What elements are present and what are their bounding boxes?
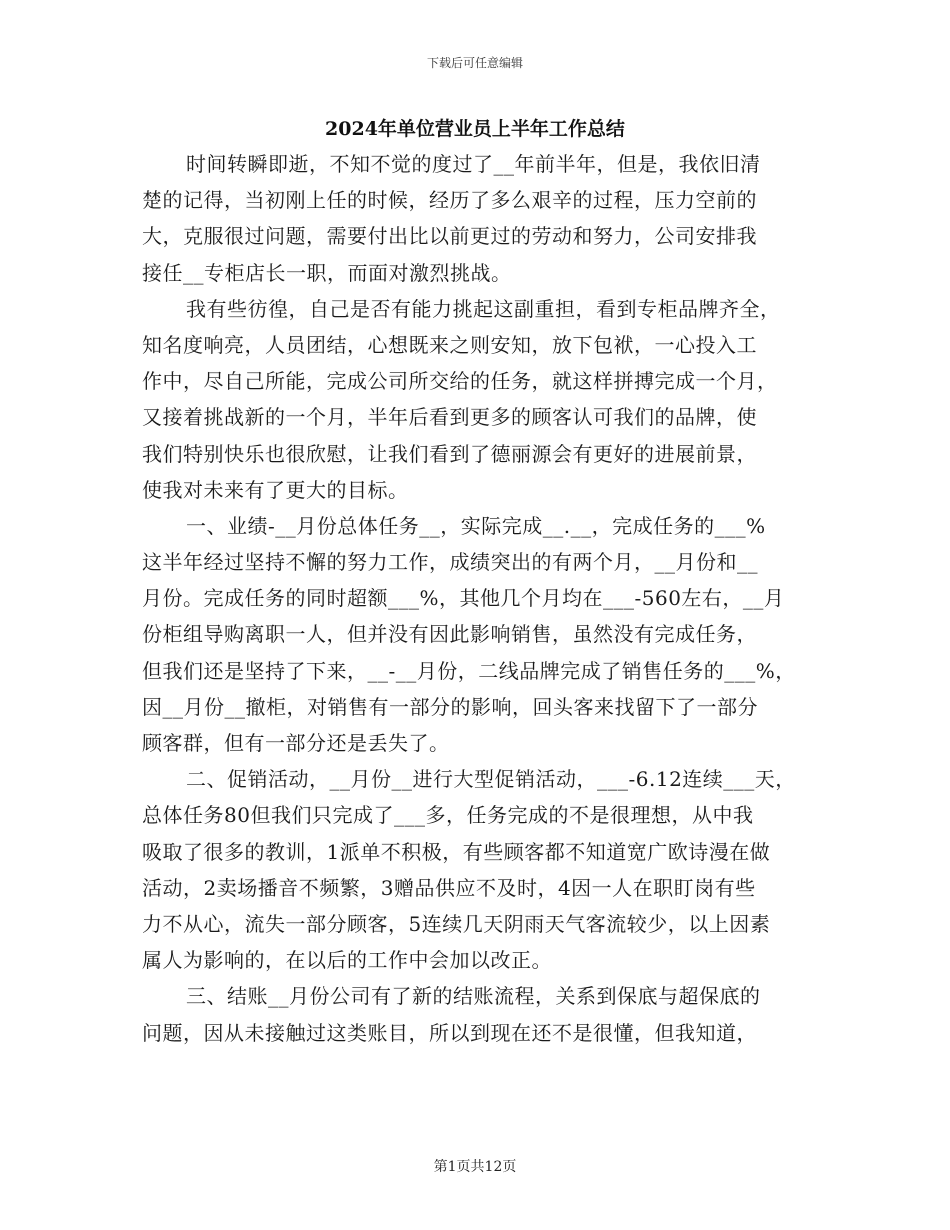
text-line: 我们特别快乐也很欣慰，让我们看到了德丽源会有更好的进展前景， <box>142 441 757 466</box>
text-line: 又接着挑战新的一个月，半年后看到更多的顾客认可我们的品牌，使 <box>142 405 757 430</box>
text-line: 活动，2卖场播音不频繁，3赠品供应不及时，4因一人在职盯岗有些 <box>142 875 756 900</box>
text-line: 问题，因从未接触过这类账目，所以到现在还不是很懂，但我知道， <box>142 1020 757 1045</box>
text-line: 力不从心，流失一部分顾客，5连续几天阴雨天气客流较少，以上因素 <box>142 911 771 936</box>
text-line: 三、结账__月份公司有了新的结账流程，关系到保底与超保底的 <box>186 984 761 1009</box>
paragraph-settlement <box>142 978 822 1050</box>
text-line: 时间转瞬即逝，不知不觉的度过了__年前半年，但是，我依旧清 <box>186 152 761 176</box>
text-line: 月份。完成任务的同时超额___%，其他几个月均在___-560左右，__月 <box>142 586 785 611</box>
text-line: 顾客群，但有一部分还是丢失了。 <box>142 731 450 755</box>
text-line: 这半年经过坚持不懈的努力工作，成绩突出的有两个月，__月份和__ <box>142 550 758 575</box>
text-line: 吸取了很多的教训，1派单不积极，有些顾客都不知道宽广欧诗漫在做 <box>142 839 771 864</box>
text-line: 总体任务80但我们只完成了___多，任务完成的不是很理想，从中我 <box>142 803 754 828</box>
text-line: 楚的记得，当初刚上任的时候，经历了多么艰辛的过程，压力空前的 <box>142 188 757 213</box>
text-line: 属人为影响的，在以后的工作中会加以改正。 <box>142 948 552 973</box>
paragraph-reflection <box>142 291 822 508</box>
text-line: 因__月份__撤柜，对销售有一部分的影响，回头客来找留下了一部分 <box>142 694 758 719</box>
text-line: 接任__专柜店长一职，而面对激烈挑战。 <box>142 260 512 285</box>
header-note: 下载后可任意编辑 <box>426 56 523 70</box>
text-line: 但我们还是坚持了下来，__-__月份，二线品牌完成了销售任务的___%， <box>142 658 796 683</box>
paragraph-promotion <box>142 761 822 978</box>
paragraph-performance <box>142 508 822 761</box>
text-line: 知名度响亮，人员团结，心想既来之则安知，放下包袱，一心投入工 <box>142 332 757 357</box>
text-line: 大，克服很过问题，需要付出比以前更过的劳动和努力，公司安排我 <box>142 224 757 249</box>
text-line: 我有些彷徨，自己是否有能力挑起这副重担，看到专柜品牌齐全， <box>186 296 781 321</box>
page-number-footer: 第1页共12页 <box>433 1159 517 1175</box>
text-line: 作中，尽自己所能，完成公司所交给的任务，就这样拼搏完成一个月， <box>142 369 778 394</box>
paragraph-intro <box>142 146 822 291</box>
text-line: 使我对未来有了更大的目标。 <box>142 477 409 502</box>
document-body <box>142 146 822 1051</box>
text-line: 份柜组导购离职一人，但并没有因此影响销售，虽然没有完成任务， <box>142 622 757 647</box>
text-line: 二、促销活动，__月份__进行大型促销活动，___-6.12连续___天， <box>186 767 796 792</box>
document-title: 2024年单位营业员上半年工作总结 <box>325 118 625 140</box>
text-line: 一、业绩-__月份总体任务__，实际完成__.__，完成任务的___% <box>186 513 766 538</box>
